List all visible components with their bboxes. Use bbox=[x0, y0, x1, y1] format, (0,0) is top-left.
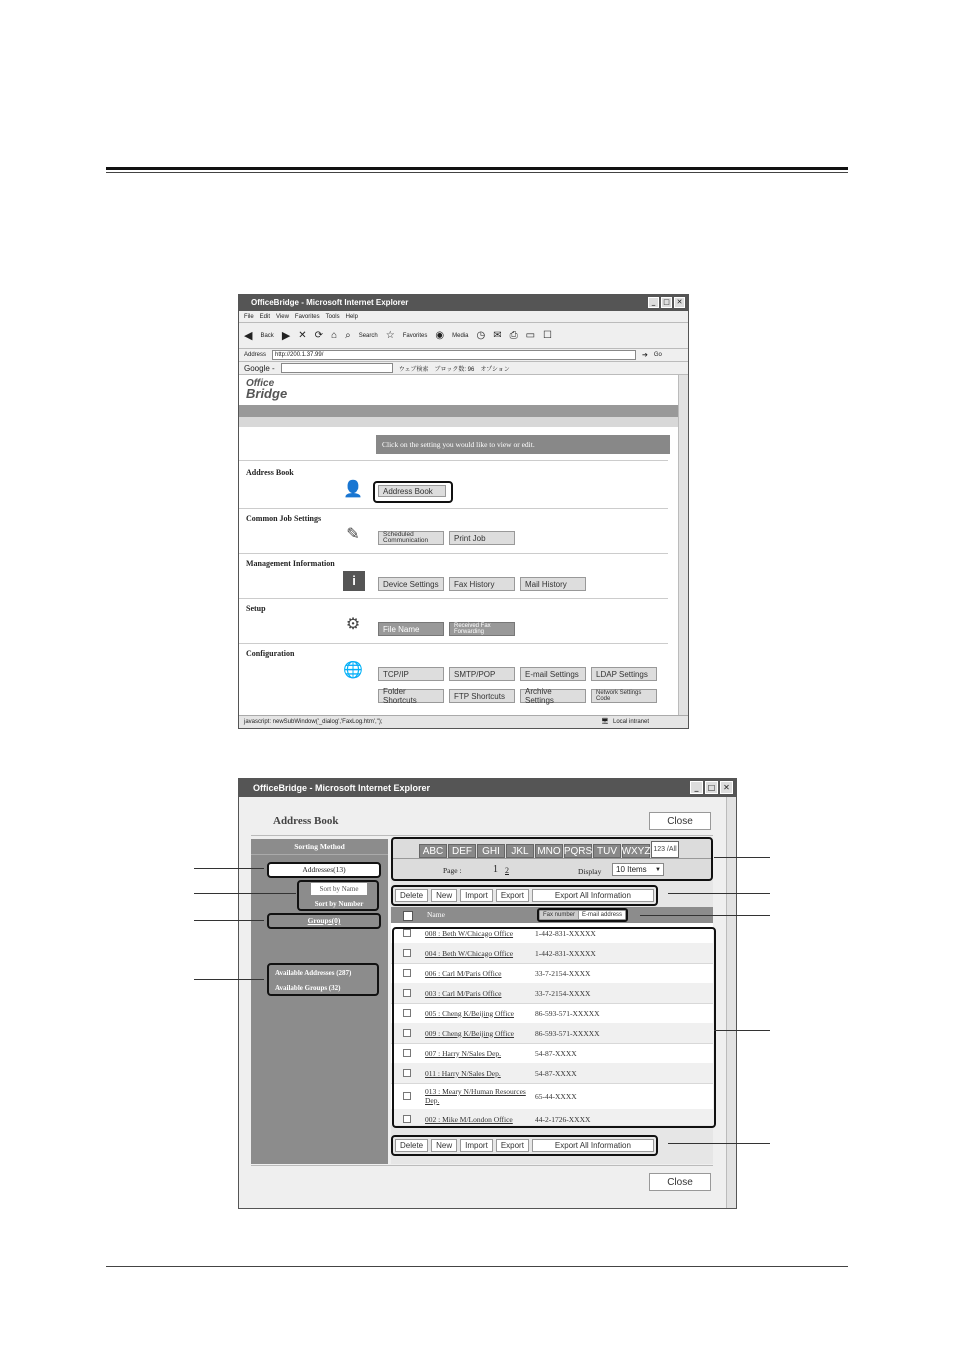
callout-line bbox=[194, 920, 264, 921]
address-label: Address bbox=[244, 352, 267, 358]
discuss-icon[interactable]: ☐ bbox=[543, 330, 553, 341]
select-all-checkbox[interactable] bbox=[403, 911, 413, 921]
sidebar bbox=[251, 839, 388, 1164]
callout-line bbox=[194, 979, 264, 980]
email-address-toggle[interactable]: E-mail address bbox=[579, 911, 625, 919]
bottom-rule bbox=[106, 1266, 848, 1267]
import-button[interactable]: Import bbox=[460, 1139, 493, 1152]
new-button[interactable]: New bbox=[431, 1139, 457, 1152]
info-icon: i bbox=[343, 571, 365, 591]
menu-file[interactable]: File bbox=[244, 313, 254, 320]
available-groups-text: Available Groups (32) bbox=[275, 984, 341, 992]
tab-jkl[interactable]: JKL bbox=[506, 844, 534, 858]
divider bbox=[239, 643, 668, 644]
go-label[interactable]: Go bbox=[653, 352, 662, 358]
header-band bbox=[239, 405, 678, 417]
entry-name[interactable]: 013 : Meary N/Human Resources Dep. bbox=[425, 1087, 526, 1105]
main-panel bbox=[391, 837, 713, 1164]
job-settings-icon: ✎ bbox=[346, 526, 360, 543]
edit-icon[interactable]: ▭ bbox=[525, 330, 536, 341]
ie-window-main bbox=[238, 294, 689, 729]
local-intranet-icon: 🖥 bbox=[601, 719, 609, 725]
content-area bbox=[239, 375, 678, 715]
section-management-label: Management Information bbox=[246, 559, 335, 568]
title-bar bbox=[239, 779, 736, 797]
received-fax-forwarding-button[interactable]: Received Fax Forwarding bbox=[449, 622, 515, 636]
section-common-job-label: Common Job Settings bbox=[246, 514, 322, 523]
entry-fax: 33-7-2154-XXXX bbox=[535, 988, 591, 998]
back-label[interactable]: Back bbox=[260, 332, 274, 339]
entry-fax: 54-87-XXXX bbox=[535, 1068, 577, 1078]
entry-name[interactable]: 008 : Beth W/Chicago Office bbox=[425, 928, 514, 938]
tab-abc[interactable]: ABC bbox=[419, 844, 447, 858]
page-title: Address Book bbox=[273, 815, 339, 827]
status-bar bbox=[239, 715, 688, 728]
callout-line bbox=[640, 915, 770, 916]
zone-text: Local intranet bbox=[613, 719, 650, 725]
address-value: http://200.1.37.99/ bbox=[275, 352, 324, 358]
ldap-settings-button[interactable]: LDAP Settings bbox=[591, 667, 657, 681]
globe-icon: 🌐 bbox=[343, 662, 363, 679]
entry-fax: 65-44-XXXX bbox=[535, 1091, 577, 1101]
instruction-banner: Click on the setting you would like to view or edit. bbox=[376, 435, 670, 454]
scrollbar[interactable] bbox=[726, 797, 737, 1208]
setup-icon: ⚙ bbox=[345, 616, 361, 633]
divider bbox=[239, 598, 668, 599]
email-settings-button[interactable]: E-mail Settings bbox=[520, 667, 586, 681]
callout-line bbox=[194, 868, 264, 869]
callout-line bbox=[194, 893, 296, 894]
menu-view[interactable]: View bbox=[276, 313, 289, 320]
entry-name[interactable]: 002 : Mike M/London Office bbox=[425, 1114, 513, 1124]
export-all-button[interactable]: Export All Information bbox=[532, 1139, 654, 1152]
import-button[interactable]: Import bbox=[460, 889, 493, 902]
entry-name[interactable]: 006 : Carl M/Paris Office bbox=[425, 968, 502, 978]
sort-options-highlight bbox=[297, 880, 379, 911]
window-title: OfficeBridge - Microsoft Internet Explorer bbox=[251, 298, 409, 307]
menu-tools[interactable]: Tools bbox=[325, 313, 340, 320]
print-icon[interactable]: ⎙ bbox=[509, 330, 518, 341]
menu-bar bbox=[239, 311, 688, 323]
section-setup-label: Setup bbox=[246, 604, 266, 613]
window-title: OfficeBridge - Microsoft Internet Explorer bbox=[253, 783, 431, 793]
fax-email-toggle bbox=[537, 908, 628, 922]
forward-icon[interactable]: ▶ bbox=[281, 330, 291, 342]
entry-fax: 1-442-831-XXXXX bbox=[535, 948, 596, 958]
home-icon[interactable]: ⌂ bbox=[331, 330, 338, 341]
maximize-icon[interactable]: □ bbox=[705, 781, 718, 794]
device-settings-button[interactable]: Device Settings bbox=[378, 577, 444, 591]
menu-help[interactable]: Help bbox=[345, 313, 358, 320]
officebridge-logo: Office Bridge bbox=[246, 378, 288, 401]
google-options[interactable]: オプション bbox=[480, 366, 510, 373]
addresses-link[interactable]: Addresses(13) bbox=[267, 862, 381, 878]
media-label[interactable]: Media bbox=[452, 332, 469, 339]
chevron-down-icon: ▼ bbox=[655, 867, 661, 873]
entry-fax: 33-7-2154-XXXX bbox=[535, 968, 591, 978]
address-list-highlight bbox=[392, 927, 716, 1128]
minimize-icon[interactable]: _ bbox=[648, 297, 659, 308]
entry-fax: 86-593-571-XXXXX bbox=[535, 1008, 600, 1018]
search-icon[interactable]: ⌕ bbox=[345, 330, 351, 341]
google-toolbar bbox=[239, 362, 688, 375]
name-column-header: Name bbox=[427, 910, 445, 919]
entry-name[interactable]: 005 : Cheng K/Beijing Office bbox=[425, 1008, 515, 1018]
google-web-search[interactable]: ウェブ検索 bbox=[398, 366, 429, 373]
callout-line bbox=[714, 1030, 770, 1031]
delete-button[interactable]: Delete bbox=[395, 1139, 428, 1152]
folder-shortcuts-button[interactable]: Folder Shortcuts bbox=[378, 689, 444, 703]
scrollbar[interactable] bbox=[678, 375, 689, 715]
history-icon[interactable]: ◷ bbox=[476, 330, 486, 341]
mail-icon[interactable]: ✉ bbox=[493, 330, 502, 341]
action-buttons-top bbox=[391, 885, 658, 906]
sorting-method-header: Sorting Method bbox=[251, 842, 388, 855]
refresh-icon[interactable]: ⟳ bbox=[314, 330, 324, 341]
divider bbox=[251, 835, 713, 836]
page-1-link[interactable]: 1 bbox=[493, 864, 498, 875]
entry-fax: 44-2-1726-XXXX bbox=[535, 1114, 591, 1124]
file-name-button[interactable]: File Name bbox=[378, 622, 444, 636]
divider bbox=[239, 553, 668, 554]
maximize-icon[interactable]: □ bbox=[661, 297, 672, 308]
divider bbox=[251, 1165, 713, 1166]
divider bbox=[239, 508, 668, 509]
google-search-input[interactable] bbox=[281, 363, 393, 373]
delete-button[interactable]: Delete bbox=[395, 889, 428, 902]
availability-highlight bbox=[267, 963, 379, 996]
menu-favorites[interactable]: Favorites bbox=[294, 313, 320, 320]
new-button[interactable]: New bbox=[431, 889, 457, 902]
tab-123-all[interactable]: 123 /All bbox=[651, 841, 679, 858]
tab-ghi[interactable]: GHI bbox=[477, 844, 505, 858]
minimize-icon[interactable]: _ bbox=[690, 781, 703, 794]
divider bbox=[393, 858, 711, 859]
address-input[interactable] bbox=[272, 350, 636, 360]
top-rule-thin bbox=[106, 172, 848, 173]
top-rule bbox=[106, 167, 848, 170]
person-icon: 👤 bbox=[343, 481, 363, 498]
tab-pqrs[interactable]: PQRS bbox=[563, 845, 593, 857]
close-icon[interactable]: ✕ bbox=[674, 297, 685, 308]
entry-fax: 1-442-831-XXXXX bbox=[535, 928, 596, 938]
section-configuration-label: Configuration bbox=[246, 649, 295, 658]
page-2-link[interactable]: 2 bbox=[505, 866, 509, 875]
entry-name[interactable]: 007 : Harry N/Sales Dep. bbox=[425, 1048, 502, 1058]
entry-name[interactable]: 009 : Cheng K/Beijing Office bbox=[425, 1028, 515, 1038]
ie-window-address-book bbox=[238, 778, 737, 1209]
close-icon[interactable]: ✕ bbox=[720, 781, 733, 794]
fax-history-button[interactable]: Fax History bbox=[449, 577, 515, 591]
address-bar bbox=[239, 349, 688, 362]
page-label: Page : bbox=[443, 866, 462, 875]
mail-history-button[interactable]: Mail History bbox=[520, 577, 586, 591]
print-job-button[interactable]: Print Job bbox=[449, 531, 515, 545]
callout-line bbox=[668, 1143, 770, 1144]
close-button-top[interactable]: Close bbox=[649, 812, 711, 830]
ftp-shortcuts-button[interactable]: FTP Shortcuts bbox=[449, 689, 515, 703]
network-settings-code-button[interactable]: Network Settings Code bbox=[591, 689, 657, 703]
search-label[interactable]: Search bbox=[358, 332, 378, 339]
export-button[interactable]: Export bbox=[496, 889, 529, 902]
index-tabs-area bbox=[391, 837, 713, 881]
export-all-button[interactable]: Export All Information bbox=[532, 889, 654, 902]
export-button[interactable]: Export bbox=[496, 1139, 529, 1152]
available-addresses-text: Available Addresses (287) bbox=[275, 969, 352, 977]
entry-name[interactable]: 003 : Carl M/Paris Office bbox=[425, 988, 502, 998]
scheduled-communication-button[interactable]: Scheduled Communication bbox=[378, 531, 444, 545]
entry-fax: 86-593-571-XXXXX bbox=[535, 1028, 600, 1038]
tcpip-button[interactable]: TCP/IP bbox=[378, 667, 444, 681]
favorites-icon[interactable]: ☆ bbox=[385, 330, 395, 341]
groups-link[interactable]: Groups(0) bbox=[267, 913, 381, 929]
media-icon[interactable]: ◉ bbox=[435, 330, 445, 341]
entry-name[interactable]: 004 : Beth W/Chicago Office bbox=[425, 948, 514, 958]
entry-fax: 54-87-XXXX bbox=[535, 1048, 577, 1058]
sort-by-number-button[interactable]: Sort by Number bbox=[314, 900, 364, 908]
close-button-bottom[interactable]: Close bbox=[649, 1173, 711, 1191]
menu-edit[interactable]: Edit bbox=[259, 313, 271, 320]
google-block-count[interactable]: ブロック数: 96 bbox=[434, 366, 475, 373]
entry-name[interactable]: 011 : Harry N/Sales Dep. bbox=[425, 1068, 501, 1078]
smtp-pop-button[interactable]: SMTP/POP bbox=[449, 667, 515, 681]
tab-tuv[interactable]: TUV bbox=[593, 844, 621, 858]
google-label[interactable]: Google - bbox=[244, 363, 275, 373]
status-text: javascript: newSubWindow('_dialog','FaxLog.htm',''); bbox=[244, 719, 383, 725]
action-buttons-bottom bbox=[391, 1135, 658, 1156]
tab-def[interactable]: DEF bbox=[448, 844, 476, 858]
tab-mno[interactable]: MNO bbox=[535, 844, 563, 858]
header-band-light bbox=[239, 417, 678, 427]
sort-by-name-button[interactable]: Sort by Name bbox=[311, 883, 367, 895]
title-bar bbox=[239, 295, 688, 311]
go-icon[interactable]: ➔ bbox=[642, 352, 648, 359]
address-book-button[interactable]: Address Book bbox=[378, 485, 446, 497]
archive-settings-button[interactable]: Archive Settings bbox=[520, 689, 586, 703]
fax-number-toggle[interactable]: Fax number bbox=[540, 911, 578, 919]
display-select[interactable]: 10 Items ▼ bbox=[612, 863, 664, 876]
favorites-label[interactable]: Favorites bbox=[402, 332, 428, 339]
section-address-book-label: Address Book bbox=[246, 468, 294, 477]
callout-line bbox=[668, 893, 770, 894]
divider bbox=[239, 460, 668, 461]
stop-icon[interactable]: ✕ bbox=[298, 330, 307, 341]
tab-wxyz[interactable]: WXYZ bbox=[621, 845, 651, 857]
back-icon[interactable]: ◀ bbox=[244, 330, 253, 342]
display-label: Display bbox=[578, 867, 602, 876]
toolbar bbox=[239, 323, 688, 349]
index-tabs bbox=[419, 844, 680, 858]
highlight-address-book bbox=[373, 481, 453, 503]
callout-line bbox=[714, 857, 770, 858]
